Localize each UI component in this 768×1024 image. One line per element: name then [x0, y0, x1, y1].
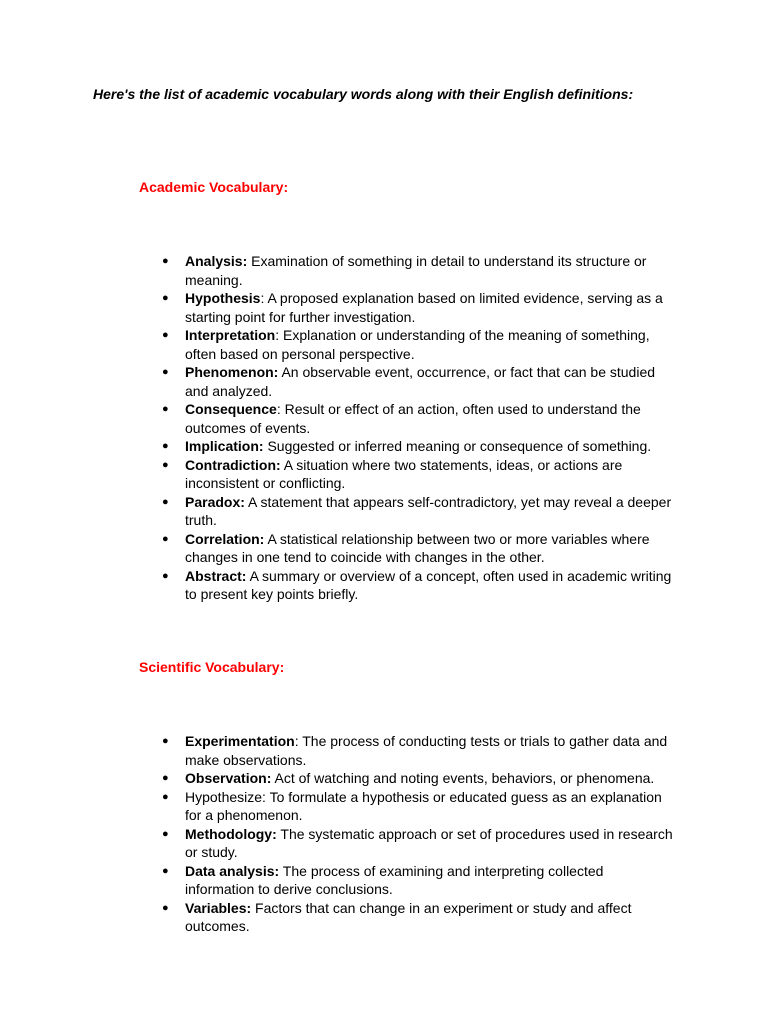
- term: Paradox:: [185, 493, 245, 510]
- term: Analysis:: [185, 253, 248, 269]
- list-item: [160, 732, 675, 769]
- list-item: [160, 862, 675, 899]
- term: Consequence: [185, 401, 277, 417]
- term: Abstract:: [185, 567, 247, 584]
- definition: : Explanation or understanding of the meaning of something, often based on personal perspective.: [185, 327, 650, 362]
- list-item: [160, 899, 675, 936]
- definition: A situation where two statements, ideas, or actions are inconsistent or conflicting.: [185, 456, 623, 491]
- definition: An observable event, occurrence, or fact that can be studied and analyzed.: [185, 364, 656, 399]
- term: Hypothesis: [185, 290, 261, 306]
- term: Observation:: [185, 770, 272, 786]
- term: Contradiction:: [185, 456, 281, 473]
- list-item: [160, 363, 675, 400]
- definition: Hypothesize: To formulate a hypothesis or educated guess as an explanation for a phenomenon.: [185, 788, 662, 823]
- term: Methodology:: [185, 825, 277, 842]
- definition: : The process of conducting tests or trials to gather data and make observations.: [185, 733, 668, 768]
- term: Interpretation: [185, 327, 276, 343]
- list-item: [160, 252, 675, 289]
- definition: : A proposed explanation based on limited evidence, serving as a starting point for further investigation.: [185, 290, 663, 325]
- term: Correlation:: [185, 530, 265, 547]
- list-item: [160, 530, 675, 567]
- list-item: [160, 289, 675, 326]
- definition: The process of examining and interpreting collected information to derive conclusions.: [185, 862, 604, 897]
- list-item: [160, 788, 675, 825]
- list-item: [160, 825, 675, 862]
- list-item: [160, 493, 675, 530]
- definition: A statement that appears self-contradictory, yet may reveal a deeper truth.: [185, 493, 672, 528]
- term: Implication:: [185, 438, 264, 454]
- academic-vocabulary-list: [160, 252, 675, 604]
- definition: Act of watching and noting events, behaviors, or phenomena.: [271, 770, 655, 786]
- term: Variables:: [185, 899, 252, 916]
- list-item: [160, 437, 675, 456]
- definition: Suggested or inferred meaning or consequence of something.: [263, 438, 652, 454]
- list-item: [160, 567, 675, 604]
- intro-text: Here's the list of academic vocabulary words along with their English definitions:: [93, 86, 634, 102]
- definition: The systematic approach or set of procedures used in research or study.: [185, 825, 673, 860]
- scientific-vocabulary-list: [160, 732, 675, 936]
- list-item: [160, 400, 675, 437]
- definition: A statistical relationship between two or more variables where changes in one tend to coincide with changes in the other.: [185, 530, 650, 565]
- list-item: [160, 456, 675, 493]
- term: Data analysis:: [185, 862, 280, 879]
- definition: A summary or overview of a concept, often used in academic writing to present key points briefly.: [185, 567, 672, 602]
- section-heading-academic: Academic Vocabulary:: [139, 179, 289, 195]
- definition: : Result or effect of an action, often used to understand the outcomes of events.: [185, 401, 641, 436]
- list-item: [160, 769, 675, 788]
- term: Phenomenon:: [185, 364, 279, 380]
- definition: Factors that can change in an experiment or study and affect outcomes.: [185, 899, 632, 934]
- definition: Examination of something in detail to understand its structure or meaning.: [185, 253, 647, 288]
- list-item: [160, 326, 675, 363]
- term: Experimentation: [185, 733, 295, 749]
- section-heading-scientific: Scientific Vocabulary:: [139, 659, 285, 675]
